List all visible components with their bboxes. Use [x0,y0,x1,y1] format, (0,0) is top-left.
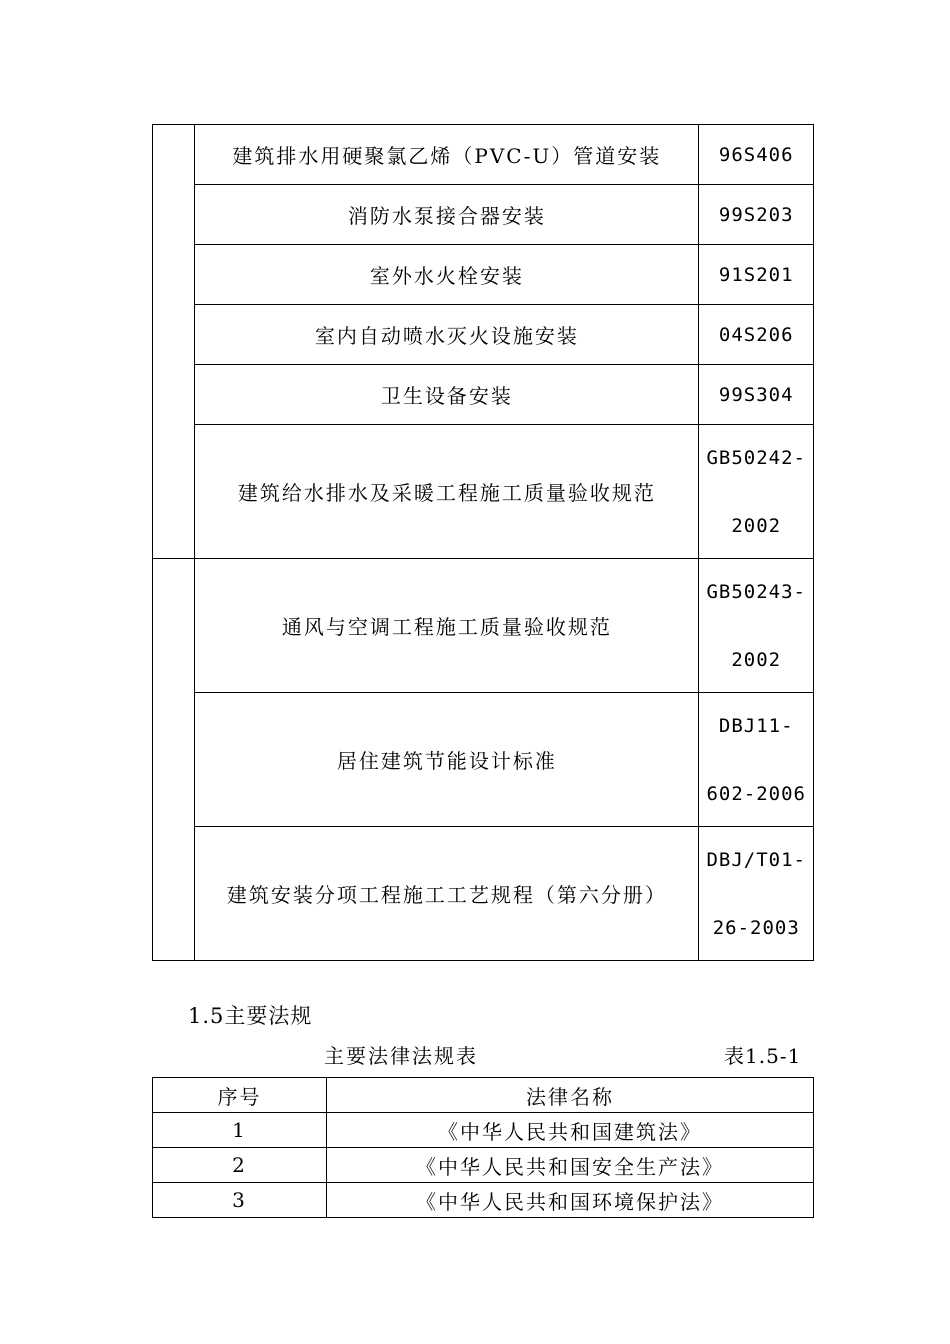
code-line: GB50242- [706,446,806,469]
table-row [153,1183,814,1218]
standards-table [152,124,814,961]
row-number: 1 [153,1113,327,1148]
standard-name: 室外水火栓安装 [195,245,699,305]
row-number: 3 [153,1183,327,1218]
table-row [153,693,814,827]
standard-name: 建筑安装分项工程施工工艺规程（第六分册） [195,827,699,961]
standard-code [699,693,814,827]
standard-name: 居住建筑节能设计标准 [195,693,699,827]
standard-code: 99S304 [699,365,814,425]
standard-code [699,425,814,559]
standard-name: 卫生设备安装 [195,365,699,425]
table-header-row [153,1078,814,1113]
table-row [153,305,814,365]
code-line: GB50243- [706,580,806,603]
standard-name: 消防水泵接合器安装 [195,185,699,245]
standard-name: 通风与空调工程施工质量验收规范 [195,559,699,693]
table-row [153,245,814,305]
law-name: 《中华人民共和国环境保护法》 [327,1183,814,1218]
table-row [153,125,814,185]
table-caption: 主要法律法规表 [324,1044,478,1068]
law-table [152,1077,814,1218]
table-row [153,559,814,693]
law-name: 《中华人民共和国安全生产法》 [327,1148,814,1183]
standard-code [699,559,814,693]
code-line: DBJ/T01- [706,848,806,871]
law-name: 《中华人民共和国建筑法》 [327,1113,814,1148]
standard-name: 室内自动喷水灭火设施安装 [195,305,699,365]
standard-code: 04S206 [699,305,814,365]
standard-name: 建筑排水用硬聚氯乙烯（PVC-U）管道安装 [195,125,699,185]
standard-code: 91S201 [699,245,814,305]
standard-name: 建筑给水排水及采暖工程施工质量验收规范 [195,425,699,559]
column-header-name: 法律名称 [327,1078,814,1113]
code-line: 26-2003 [712,916,800,939]
table-row [153,1113,814,1148]
section-heading: 1.5主要法规 [188,1004,313,1028]
column-header-no: 序号 [153,1078,327,1113]
table-row [153,425,814,559]
standard-code: 99S203 [699,185,814,245]
table-row [153,365,814,425]
standard-code [699,827,814,961]
category-cell [153,559,195,961]
table-number: 表1.5-1 [724,1044,802,1068]
standard-code: 96S406 [699,125,814,185]
table-row [153,185,814,245]
table-row [153,1148,814,1183]
category-cell [153,125,195,559]
code-line: 602-2006 [706,782,806,805]
row-number: 2 [153,1148,327,1183]
code-line: DBJ11- [718,714,794,737]
code-line: 2002 [731,648,782,671]
table-row [153,827,814,961]
code-line: 2002 [731,514,782,537]
